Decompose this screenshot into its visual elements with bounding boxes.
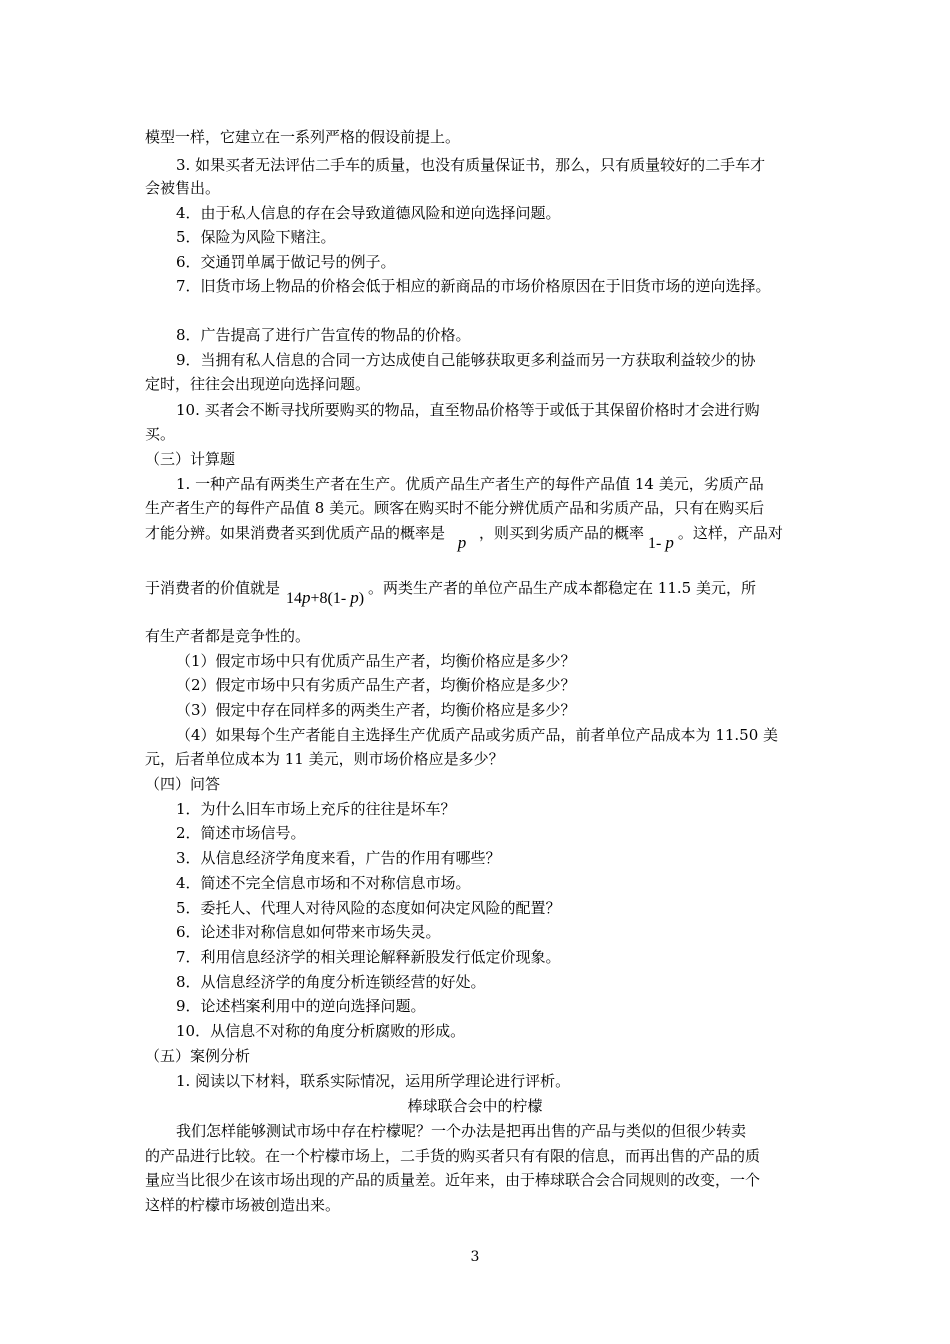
tf-item-5: 5．保险为风险下赌注。 bbox=[176, 228, 336, 246]
tf-item-6: 6．交通罚单属于做记号的例子。 bbox=[176, 253, 396, 271]
calc-sub-1: （1）假定市场中只有优质产品生产者，均衡价格应是多少？ bbox=[176, 652, 576, 670]
formula-mid: +8(1- bbox=[310, 590, 347, 607]
formula-close: ) bbox=[358, 590, 365, 607]
calc-q1-line-4-part-2: 。两类生产者的单位产品生产成本都稳定在 11.5 美元，所 bbox=[368, 579, 756, 597]
qa-item: 7．利用信息经济学的相关理论解释新股发行低定价现象。 bbox=[176, 948, 561, 966]
calc-q1-line-1: 1. 一种产品有两类生产者在生产。优质产品生产者生产的每件产品值 14 美元，劣质产品 bbox=[176, 475, 764, 493]
qa-item: 10．从信息不对称的角度分析腐败的形成。 bbox=[176, 1022, 466, 1040]
case-heading: （五）案例分析 bbox=[145, 1047, 251, 1065]
qa-heading: （四）问答 bbox=[145, 775, 221, 793]
qa-item: 4．简述不完全信息市场和不对称信息市场。 bbox=[176, 874, 471, 892]
value-formula bbox=[286, 588, 364, 609]
case-paragraph-line-1: 我们怎样能够测试市场中存在柠檬呢？一个办法是把再出售的产品与类似的但很少转卖 bbox=[176, 1122, 747, 1140]
prob-1-minus-p-symbol bbox=[648, 533, 674, 554]
formula-p-1: p bbox=[302, 588, 311, 607]
tf-item-10-line-2: 买。 bbox=[145, 425, 176, 443]
calc-q1-line-3-part-1: 才能分辨。如果消费者买到优质产品的概率是 bbox=[145, 524, 446, 542]
case-paragraph-line-3: 量应当比很少在该市场出现的产品的质量差。近年来，由于棒球联合会合同规则的改变，一个 bbox=[145, 1171, 761, 1189]
tf-item-4: 4．由于私人信息的存在会导致道德风险和逆向选择问题。 bbox=[176, 204, 561, 222]
calc-q1-line-3-part-2: ，则买到劣质产品的概率 bbox=[479, 524, 645, 542]
case-instruction: 1. 阅读以下材料，联系实际情况，运用所学理论进行评析。 bbox=[176, 1072, 571, 1090]
qa-item: 2．简述市场信号。 bbox=[176, 824, 306, 842]
prob-1-minus-p-var: p bbox=[665, 533, 674, 552]
prob-1-minus: 1- bbox=[648, 535, 662, 552]
calc-q1-line-4-part-1: 于消费者的价值就是 bbox=[145, 579, 281, 597]
case-title: 棒球联合会中的柠檬 bbox=[407, 1097, 543, 1115]
tf-item-9-line-1: 9．当拥有私人信息的合同一方达成使自己能够获取更多利益而另一方获取利益较少的协 bbox=[176, 351, 756, 369]
qa-item: 8．从信息经济学的角度分析连锁经营的好处。 bbox=[176, 973, 486, 991]
prob-p-symbol bbox=[445, 533, 479, 554]
prob-p-var: p bbox=[457, 533, 467, 552]
calc-q1-line-3-part-3: 。这样，产品对 bbox=[677, 524, 783, 542]
qa-item: 5．委托人、代理人对待风险的态度如何决定风险的配置？ bbox=[176, 899, 561, 917]
formula-14: 14 bbox=[286, 590, 303, 607]
calc-sub-4-line-1: （4）如果每个生产者能自主选择生产优质产品或劣质产品，前者单位产品成本为 11.50 美 bbox=[176, 726, 779, 744]
calc-q1-line-2: 生产者生产的每件产品值 8 美元。顾客在购买时不能分辨优质产品和劣质产品，只有在购买后 bbox=[145, 499, 765, 517]
qa-item: 3．从信息经济学角度来看，广告的作用有哪些？ bbox=[176, 849, 501, 867]
calc-q1-line-5: 有生产者都是竞争性的。 bbox=[145, 627, 311, 645]
intro-line: 模型一样，它建立在一系列严格的假设前提上。 bbox=[145, 128, 461, 146]
calc-sub-4-line-2: 元，后者单位成本为 11 美元，则市场价格应是多少？ bbox=[145, 750, 504, 768]
tf-item-9-line-2: 定时，往往会出现逆向选择问题。 bbox=[145, 375, 371, 393]
tf-item-10-line-1: 10. 买者会不断寻找所要购买的物品，直至物品价格等于或低于其保留价格时才会进行购 bbox=[176, 401, 760, 419]
case-paragraph-line-2: 的产品进行比较。在一个柠檬市场上，二手货的购买者只有有限的信息，而再出售的产品的质 bbox=[145, 1147, 761, 1165]
qa-item: 6．论述非对称信息如何带来市场失灵。 bbox=[176, 923, 441, 941]
formula-p-2: p bbox=[350, 588, 359, 607]
case-paragraph-line-4: 这样的柠檬市场被创造出来。 bbox=[145, 1196, 341, 1214]
calc-sub-2: （2）假定市场中只有劣质产品生产者，均衡价格应是多少？ bbox=[176, 676, 576, 694]
calc-q1-line-3 bbox=[145, 523, 783, 552]
tf-item-8: 8．广告提高了进行广告宣传的物品的价格。 bbox=[176, 326, 471, 344]
calc-q1-line-4 bbox=[145, 578, 756, 607]
page-number: 3 bbox=[470, 1249, 480, 1265]
calc-sub-3: （3）假定中存在同样多的两类生产者，均衡价格应是多少？ bbox=[176, 701, 576, 719]
calc-heading: （三）计算题 bbox=[145, 450, 236, 468]
tf-item-3-line-2: 会被售出。 bbox=[145, 179, 221, 197]
tf-item-3-line-1: 3. 如果买者无法评估二手车的质量，也没有质量保证书，那么，只有质量较好的二手车才 bbox=[176, 156, 766, 174]
qa-item: 9．论述档案利用中的逆向选择问题。 bbox=[176, 997, 426, 1015]
tf-item-7: 7．旧货市场上物品的价格会低于相应的新商品的市场价格原因在于旧货市场的逆向选择。 bbox=[176, 277, 771, 295]
qa-item: 1．为什么旧车市场上充斥的往往是坏车？ bbox=[176, 800, 456, 818]
